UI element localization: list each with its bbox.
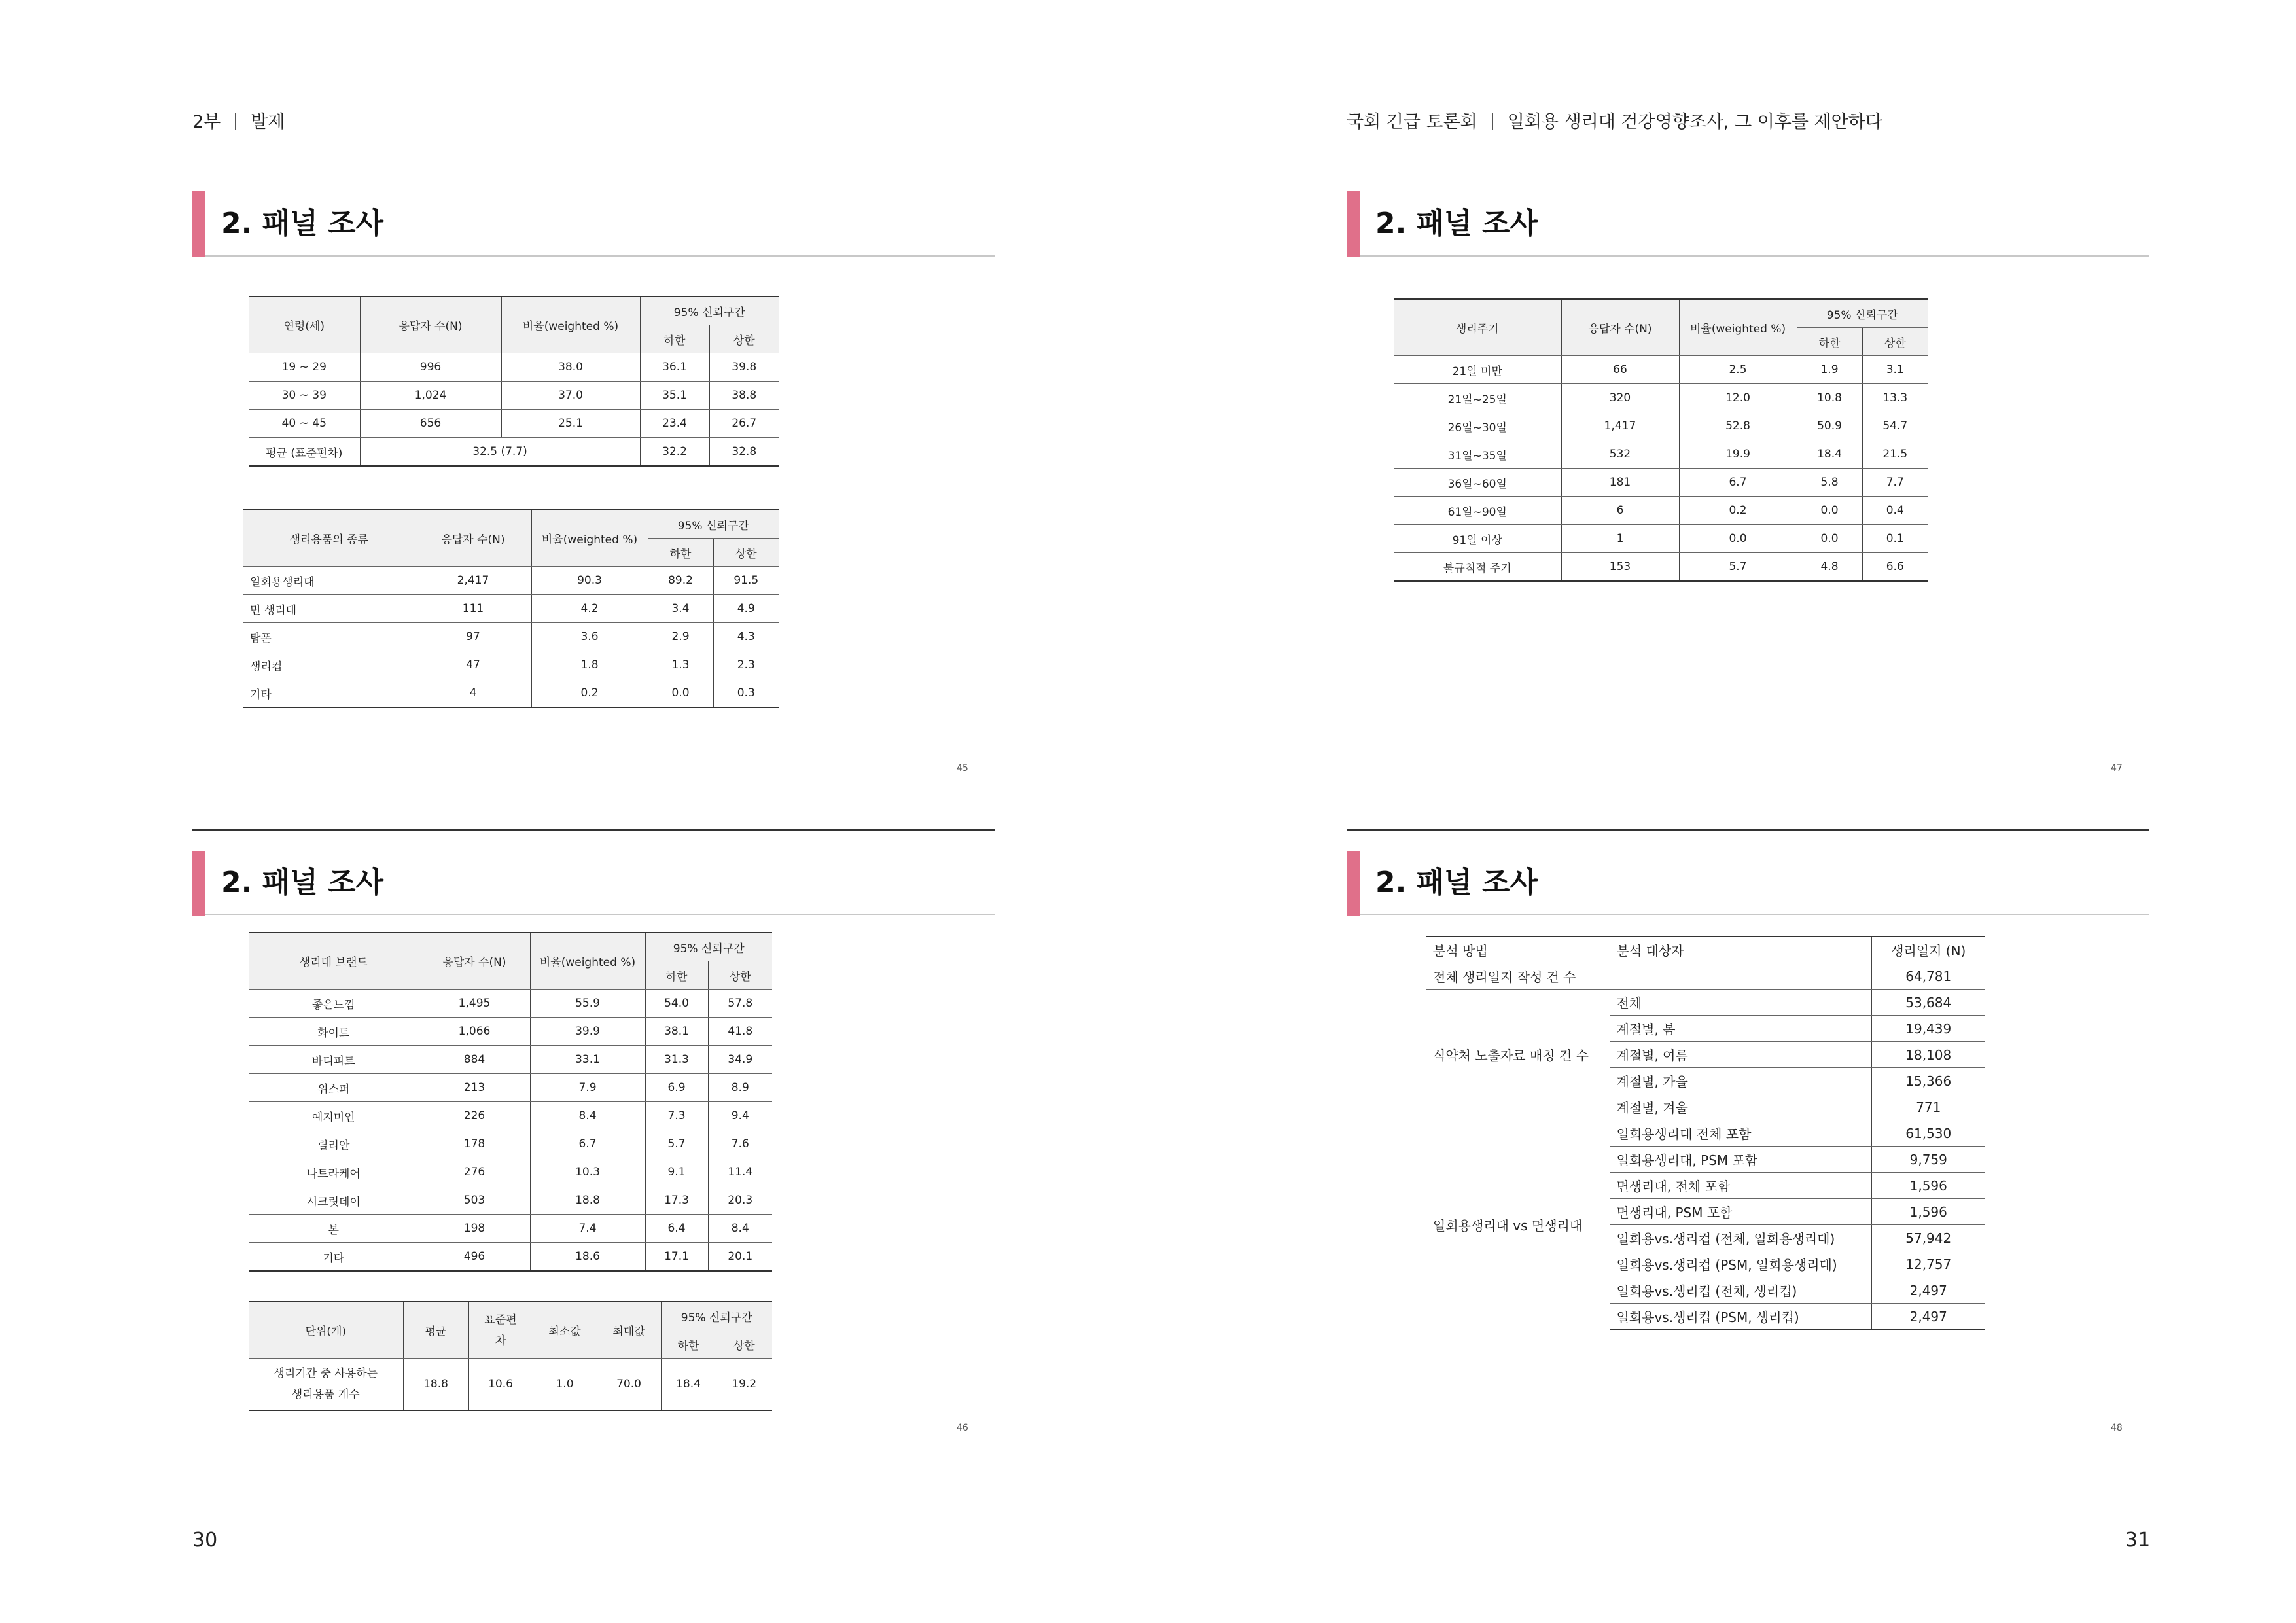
- ci-lower-header: 하한: [645, 961, 708, 990]
- table-row: [249, 1102, 772, 1130]
- cell: 12.0: [1679, 384, 1797, 412]
- cell: 일회용생리대: [243, 567, 415, 595]
- cell: 41.8: [708, 1018, 772, 1046]
- ci-upper-header: 상한: [709, 325, 779, 353]
- cell: 656: [360, 410, 501, 438]
- ci-upper-header: 상한: [708, 961, 772, 990]
- cell: 38.8: [709, 382, 779, 410]
- table-row: [1426, 963, 1985, 990]
- col-header: 생리용품의 종류: [243, 510, 415, 567]
- title-rule: [1360, 255, 2149, 257]
- cell: 6.6: [1862, 553, 1928, 582]
- cell: 1.3: [648, 651, 713, 679]
- cell: 37.0: [501, 382, 640, 410]
- slide-accent-bar: [192, 851, 205, 916]
- section-label: 발제: [251, 112, 285, 132]
- table-row: [1394, 384, 1928, 412]
- cell: 61일~90일: [1394, 497, 1561, 525]
- table-row: [249, 410, 779, 438]
- cell: 7.4: [530, 1215, 645, 1243]
- cell: 18.4: [1797, 440, 1862, 469]
- cell: 38.0: [501, 353, 640, 382]
- col-header: 분석 대상자: [1610, 936, 1871, 963]
- group-label: 일회용생리대 vs 면생리대: [1426, 1120, 1610, 1330]
- table-row: [249, 1074, 772, 1102]
- cell: 일회용생리대, PSM 포함: [1610, 1147, 1871, 1173]
- title-rule: [205, 255, 995, 257]
- cell: 1,596: [1871, 1173, 1985, 1199]
- cell: 19.2: [716, 1359, 772, 1411]
- table-row: [1394, 440, 1928, 469]
- cell: 20.3: [708, 1186, 772, 1215]
- cell: 97: [415, 623, 531, 651]
- analysis-table: [1426, 936, 1985, 1330]
- cell: 0.0: [1679, 525, 1797, 553]
- cell: 6.4: [645, 1215, 708, 1243]
- brand-table: [249, 932, 772, 1272]
- cell: 1,024: [360, 382, 501, 410]
- cell: 70.0: [597, 1359, 661, 1411]
- event-label: 국회 긴급 토론회: [1347, 112, 1477, 132]
- cell: 12,757: [1871, 1251, 1985, 1277]
- cell: 276: [419, 1158, 530, 1186]
- table-row: [249, 1215, 772, 1243]
- cell: 4.8: [1797, 553, 1862, 582]
- cell: 198: [419, 1215, 530, 1243]
- col-header: 단위(개): [249, 1302, 403, 1359]
- table-row: [1394, 469, 1928, 497]
- ci-header: 95% 신뢰구간: [661, 1302, 772, 1330]
- cell: 32.2: [640, 438, 709, 467]
- cell: 일회용생리대 전체 포함: [1610, 1120, 1871, 1147]
- right-running-header: [1347, 107, 1882, 133]
- slide-title: 2. 패널 조사: [1375, 866, 1538, 899]
- cell: 89.2: [648, 567, 713, 595]
- cell: 불규칙적 주기: [1394, 553, 1561, 582]
- cell: 좋은느낌: [249, 990, 419, 1018]
- cell: 771: [1871, 1094, 1985, 1120]
- cell: 1.9: [1797, 356, 1862, 384]
- cell: 3.6: [531, 623, 648, 651]
- cell: 50.9: [1797, 412, 1862, 440]
- ci-header: 95% 신뢰구간: [645, 933, 772, 961]
- slide-accent-bar: [1347, 191, 1360, 257]
- cell: 57.8: [708, 990, 772, 1018]
- page-number-left: 30: [192, 1529, 218, 1552]
- header-divider: [235, 113, 236, 130]
- cell: 5.8: [1797, 469, 1862, 497]
- cell: 계절별, 가을: [1610, 1068, 1871, 1094]
- cell: 일회용vs.생리컵 (전체, 일회용생리대): [1610, 1225, 1871, 1251]
- cell: 26.7: [709, 410, 779, 438]
- cell: 계절별, 겨울: [1610, 1094, 1871, 1120]
- cell: 18.8: [530, 1186, 645, 1215]
- cell: 4: [415, 679, 531, 708]
- cell: 0.0: [648, 679, 713, 708]
- col-header: 응답자 수(N): [415, 510, 531, 567]
- table-row: [1426, 990, 1985, 1016]
- cell: 30 ~ 39: [249, 382, 360, 410]
- cell: 계절별, 봄: [1610, 1016, 1871, 1042]
- cell: 20.1: [708, 1243, 772, 1272]
- cell: 32.8: [709, 438, 779, 467]
- slide-top-border: [1347, 829, 2149, 831]
- cell: 38.1: [645, 1018, 708, 1046]
- table-row: [249, 353, 779, 382]
- cell: 55.9: [530, 990, 645, 1018]
- cell: 33.1: [530, 1046, 645, 1074]
- cell: 0.2: [1679, 497, 1797, 525]
- cell: 54.7: [1862, 412, 1928, 440]
- col-header: 응답자 수(N): [360, 296, 501, 353]
- cell: 3.1: [1862, 356, 1928, 384]
- cell: 7.9: [530, 1074, 645, 1102]
- cell: 90.3: [531, 567, 648, 595]
- col-header: 평균: [403, 1302, 468, 1359]
- table-row: [1394, 356, 1928, 384]
- title-rule: [205, 914, 995, 915]
- col-header: 비율(weighted %): [1679, 299, 1797, 356]
- col-header: 비율(weighted %): [501, 296, 640, 353]
- table-row: [249, 1243, 772, 1272]
- table-row: [1394, 525, 1928, 553]
- col-header: 최대값: [597, 1302, 661, 1359]
- table-row: [249, 1186, 772, 1215]
- cell: 전체 생리일지 작성 건 수: [1426, 963, 1871, 990]
- cell: 36.1: [640, 353, 709, 382]
- table-row-average: [249, 438, 779, 467]
- cell: 47: [415, 651, 531, 679]
- cell: 일회용vs.생리컵 (PSM, 일회용생리대): [1610, 1251, 1871, 1277]
- cell: 21.5: [1862, 440, 1928, 469]
- ci-header: 95% 신뢰구간: [648, 510, 779, 539]
- cell: 178: [419, 1130, 530, 1158]
- cell: 9,759: [1871, 1147, 1985, 1173]
- cell: 0.1: [1862, 525, 1928, 553]
- table-row: [249, 1158, 772, 1186]
- cell: 기타: [243, 679, 415, 708]
- cell: 기타: [249, 1243, 419, 1272]
- cell: 503: [419, 1186, 530, 1215]
- cycle-table: [1394, 298, 1928, 582]
- cell: 15,366: [1871, 1068, 1985, 1094]
- cell: 생리컵: [243, 651, 415, 679]
- cell: 17.1: [645, 1243, 708, 1272]
- cell: 226: [419, 1102, 530, 1130]
- cell: 31.3: [645, 1046, 708, 1074]
- slide-title: 2. 패널 조사: [1375, 207, 1538, 240]
- cell: 18,108: [1871, 1042, 1985, 1068]
- cell: 3.4: [648, 595, 713, 623]
- cell: 1,066: [419, 1018, 530, 1046]
- group-label: 식약처 노출자료 매칭 건 수: [1426, 990, 1610, 1120]
- cell: 릴리안: [249, 1130, 419, 1158]
- cell: 1,596: [1871, 1199, 1985, 1225]
- cell: 2,417: [415, 567, 531, 595]
- cell: 1: [1561, 525, 1679, 553]
- table-row: [243, 567, 779, 595]
- table-row: [243, 595, 779, 623]
- cell: 54.0: [645, 990, 708, 1018]
- title-rule: [1360, 914, 2149, 915]
- cell: 26일~30일: [1394, 412, 1561, 440]
- cell: 6.9: [645, 1074, 708, 1102]
- age-table: [249, 296, 779, 467]
- col-header: 비율(weighted %): [531, 510, 648, 567]
- col-header: 최소값: [533, 1302, 597, 1359]
- cell: 17.3: [645, 1186, 708, 1215]
- cell: 위스퍼: [249, 1074, 419, 1102]
- cell: 나트라케어: [249, 1158, 419, 1186]
- cell: 2,497: [1871, 1277, 1985, 1304]
- cell: 34.9: [708, 1046, 772, 1074]
- slide-accent-bar: [1347, 851, 1360, 916]
- ci-header: 95% 신뢰구간: [1797, 299, 1928, 328]
- cell: 19 ~ 29: [249, 353, 360, 382]
- cell: 면생리대, PSM 포함: [1610, 1199, 1871, 1225]
- cell: 6.7: [1679, 469, 1797, 497]
- cell: 35.1: [640, 382, 709, 410]
- col-header: 비율(weighted %): [530, 933, 645, 990]
- table-row: [249, 1018, 772, 1046]
- slide-number: 47: [2111, 763, 2123, 774]
- ci-upper-header: 상한: [713, 539, 779, 567]
- cell: 8.4: [708, 1215, 772, 1243]
- ci-lower-header: 하한: [648, 539, 713, 567]
- cell: 2,497: [1871, 1304, 1985, 1330]
- cell: 4.3: [713, 623, 779, 651]
- cell: 18.8: [403, 1359, 468, 1411]
- cell: 996: [360, 353, 501, 382]
- ci-upper-header: 상한: [716, 1330, 772, 1359]
- table-row: [1394, 412, 1928, 440]
- cell: 2.3: [713, 651, 779, 679]
- cell: 40 ~ 45: [249, 410, 360, 438]
- col-header: 연령(세): [249, 296, 360, 353]
- ci-lower-header: 하한: [661, 1330, 716, 1359]
- cell: 4.9: [713, 595, 779, 623]
- cell: 18.6: [530, 1243, 645, 1272]
- slide-number: 45: [957, 763, 968, 774]
- cell: 884: [419, 1046, 530, 1074]
- cell: 32.5 (7.7): [360, 438, 640, 467]
- cell: 10.6: [468, 1359, 533, 1411]
- col-header: 응답자 수(N): [419, 933, 530, 990]
- ci-upper-header: 상한: [1862, 328, 1928, 356]
- cell: 7.6: [708, 1130, 772, 1158]
- slide-number: 48: [2111, 1423, 2123, 1433]
- cell: 31일~35일: [1394, 440, 1561, 469]
- table-row: [243, 623, 779, 651]
- cell: 7.7: [1862, 469, 1928, 497]
- cell: 532: [1561, 440, 1679, 469]
- cell: 면생리대, 전체 포함: [1610, 1173, 1871, 1199]
- col-header: 생리대 브랜드: [249, 933, 419, 990]
- cell: 153: [1561, 553, 1679, 582]
- cell: 52.8: [1679, 412, 1797, 440]
- table-row: [249, 990, 772, 1018]
- cell: 전체: [1610, 990, 1871, 1016]
- cell: 6: [1561, 497, 1679, 525]
- slide-title: 2. 패널 조사: [221, 207, 383, 240]
- cell: 8.4: [530, 1102, 645, 1130]
- cell: 5.7: [1679, 553, 1797, 582]
- cell: 생리기간 중 사용하는 생리용품 개수: [249, 1359, 403, 1411]
- cell: 25.1: [501, 410, 640, 438]
- col-header: 생리주기: [1394, 299, 1561, 356]
- event-title: 일회용 생리대 건강영향조사, 그 이후를 제안하다: [1507, 112, 1882, 132]
- slide-title: 2. 패널 조사: [221, 866, 383, 899]
- cell: 11.4: [708, 1158, 772, 1186]
- cell: 계절별, 여름: [1610, 1042, 1871, 1068]
- col-header: 분석 방법: [1426, 936, 1610, 963]
- cell: 7.3: [645, 1102, 708, 1130]
- cell: 0.3: [713, 679, 779, 708]
- cell: 91일 이상: [1394, 525, 1561, 553]
- table-row: [1426, 1120, 1985, 1147]
- cell: 66: [1561, 356, 1679, 384]
- cell: 1,495: [419, 990, 530, 1018]
- product-type-table: [243, 509, 779, 708]
- left-running-header: [192, 107, 285, 133]
- page-number-right: 31: [2125, 1529, 2151, 1552]
- cell: 면 생리대: [243, 595, 415, 623]
- usage-count-table: [249, 1301, 772, 1411]
- cell: 61,530: [1871, 1120, 1985, 1147]
- cell: 화이트: [249, 1018, 419, 1046]
- cell: 본: [249, 1215, 419, 1243]
- part-label: 2부: [192, 112, 221, 132]
- table-row: [1394, 553, 1928, 582]
- cell: 0.2: [531, 679, 648, 708]
- cell: 8.9: [708, 1074, 772, 1102]
- col-header: 응답자 수(N): [1561, 299, 1679, 356]
- cell: 1.8: [531, 651, 648, 679]
- cell: 5.7: [645, 1130, 708, 1158]
- cell: 39.8: [709, 353, 779, 382]
- cell: 예지미인: [249, 1102, 419, 1130]
- cell: 36일~60일: [1394, 469, 1561, 497]
- table-row: [243, 679, 779, 708]
- ci-lower-header: 하한: [640, 325, 709, 353]
- cell: 0.4: [1862, 497, 1928, 525]
- cell: 53,684: [1871, 990, 1985, 1016]
- cell: 일회용vs.생리컵 (PSM, 생리컵): [1610, 1304, 1871, 1330]
- cell: 21일 미만: [1394, 356, 1561, 384]
- cell: 6.7: [530, 1130, 645, 1158]
- cell: 1.0: [533, 1359, 597, 1411]
- table-row: [249, 382, 779, 410]
- slide-top-border: [192, 829, 995, 831]
- cell: 10.3: [530, 1158, 645, 1186]
- slide-accent-bar: [192, 191, 205, 257]
- cell: 19.9: [1679, 440, 1797, 469]
- cell: 320: [1561, 384, 1679, 412]
- cell: 2.5: [1679, 356, 1797, 384]
- cell: 213: [419, 1074, 530, 1102]
- cell: 23.4: [640, 410, 709, 438]
- cell: 9.4: [708, 1102, 772, 1130]
- table-row: [249, 1359, 772, 1411]
- cell: 21일~25일: [1394, 384, 1561, 412]
- cell: 시크릿데이: [249, 1186, 419, 1215]
- table-row: [1394, 497, 1928, 525]
- cell: 19,439: [1871, 1016, 1985, 1042]
- cell: 64,781: [1871, 963, 1985, 990]
- cell: 4.2: [531, 595, 648, 623]
- cell: 39.9: [530, 1018, 645, 1046]
- cell: 111: [415, 595, 531, 623]
- cell: 일회용vs.생리컵 (전체, 생리컵): [1610, 1277, 1871, 1304]
- cell: 탐폰: [243, 623, 415, 651]
- cell: 0.0: [1797, 497, 1862, 525]
- table-row: [249, 1046, 772, 1074]
- cell: 57,942: [1871, 1225, 1985, 1251]
- cell: 181: [1561, 469, 1679, 497]
- cell: 1,417: [1561, 412, 1679, 440]
- cell: 496: [419, 1243, 530, 1272]
- cell: 2.9: [648, 623, 713, 651]
- cell: 평균 (표준편차): [249, 438, 360, 467]
- col-header: 표준편 차: [468, 1302, 533, 1359]
- cell: 0.0: [1797, 525, 1862, 553]
- cell: 9.1: [645, 1158, 708, 1186]
- col-header: 생리일지 (N): [1871, 936, 1985, 963]
- cell: 바디피트: [249, 1046, 419, 1074]
- table-row: [249, 1130, 772, 1158]
- ci-header: 95% 신뢰구간: [640, 296, 779, 325]
- ci-lower-header: 하한: [1797, 328, 1862, 356]
- table-row: [243, 651, 779, 679]
- slide-number: 46: [957, 1423, 968, 1433]
- header-divider: [1492, 113, 1493, 130]
- cell: 10.8: [1797, 384, 1862, 412]
- cell: 18.4: [661, 1359, 716, 1411]
- cell: 91.5: [713, 567, 779, 595]
- cell: 13.3: [1862, 384, 1928, 412]
